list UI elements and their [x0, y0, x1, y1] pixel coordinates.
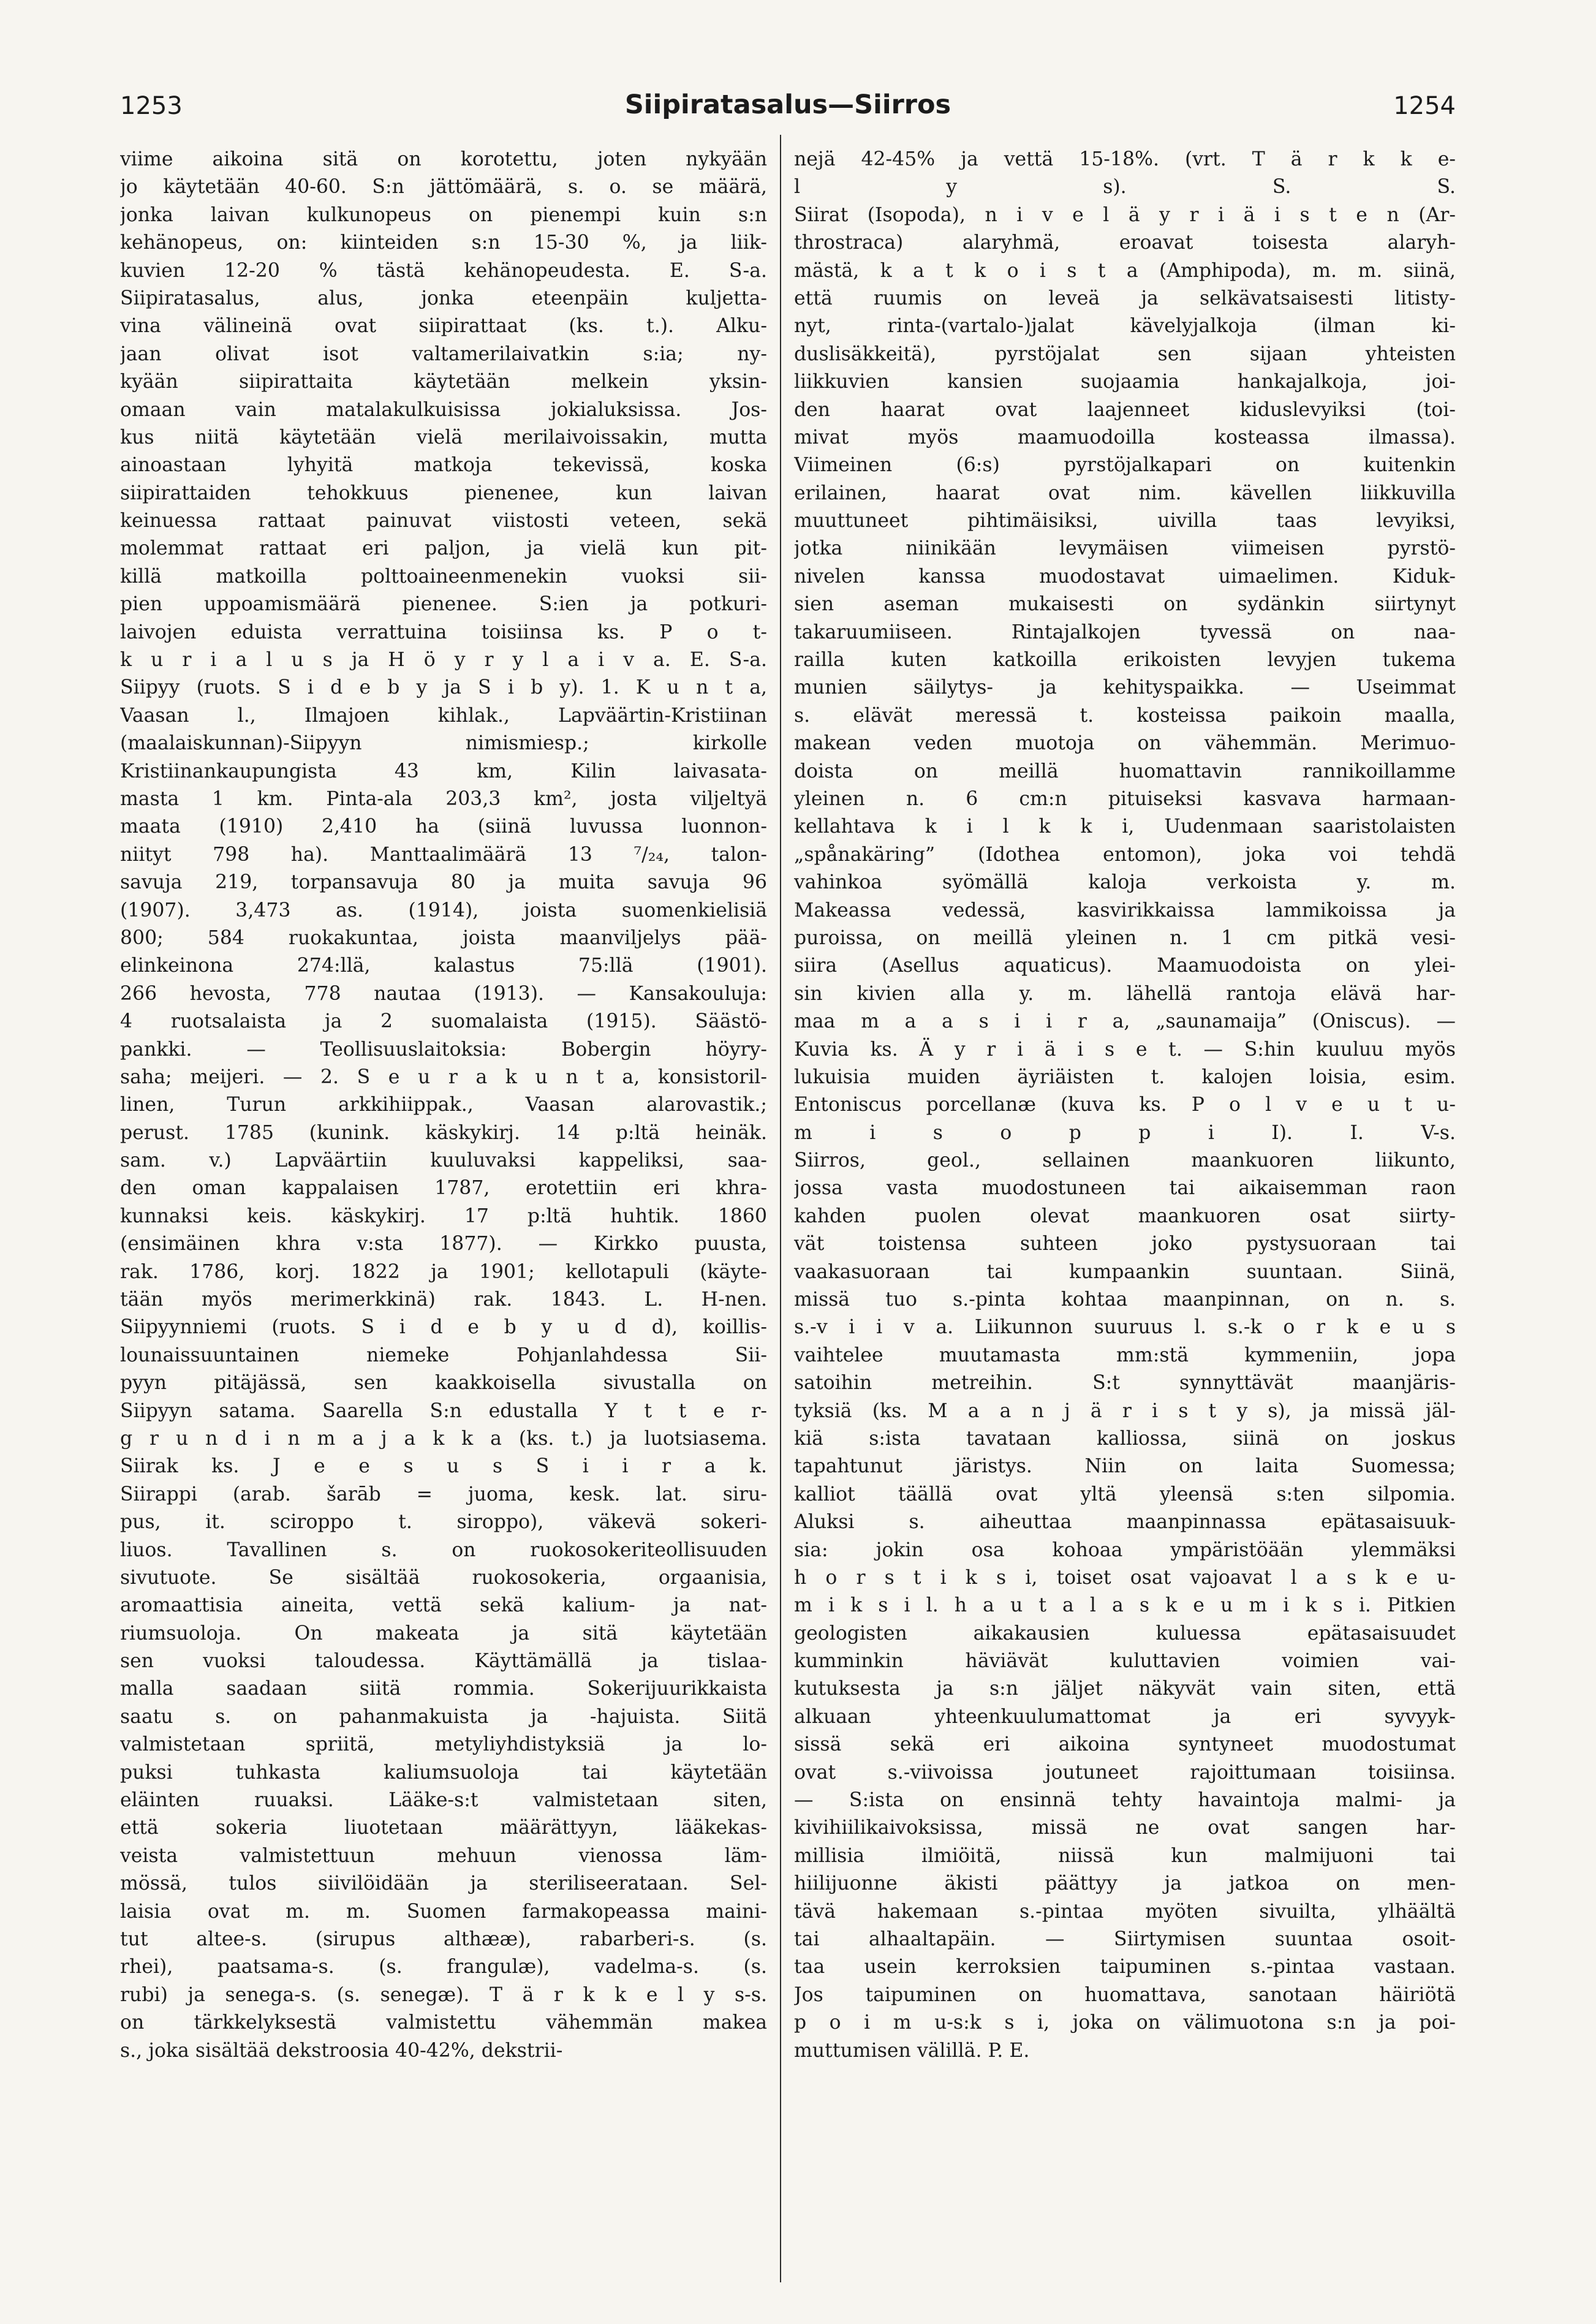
text-line: rak. 1786, korj. 1822 ja 1901; kellotapuli (käyte- [120, 1260, 767, 1283]
right-column [794, 146, 1456, 2278]
text-line: p o i m u-s:k s i, joka on välimuotona s:n ja poi- [794, 2012, 1456, 2034]
text-line: Siirak ks. J e e s u s S i i r a k. [120, 1455, 767, 1478]
text-line: kehänopeus, on: kiinteiden s:n 15-30 %, ja liik- [120, 232, 767, 254]
text-line: tyksiä (ks. M a a n j ä r i s t y s), ja missä jäl- [794, 1399, 1456, 1422]
text-line: saatu s. on pahanmakuista ja -hajuista. Siitä [120, 1705, 767, 1728]
text-line: Vaasan l., Ilmajoen kihlak., Lapväärtin-Kristiinan [120, 704, 767, 727]
text-line: taa usein kerroksien taipuminen s.-pintaa vastaan. [794, 1956, 1456, 1978]
text-line: kutuksesta ja s:n jäljet näkyvät vain siten, että [794, 1678, 1456, 1700]
text-line: ovat s.-viivoissa joutuneet rajoittumaan toisiinsa. [794, 1761, 1456, 1784]
text-line: savuja 219, torpansavuja 80 ja muita savuja 96 [120, 871, 767, 894]
text-line: den haarat ovat laajenneet kiduslevyiksi (toi- [794, 398, 1456, 421]
text-line: mästä, k a t k o i s t a (Amphipoda), m. m. siinä, [794, 259, 1456, 282]
text-line: muuttuneet pihtimäisiksi, uivilla taas levyiksi, [794, 510, 1456, 532]
text-line: vahinkoa syömällä kaloja verkoista y. m. [794, 871, 1456, 894]
text-line: että ruumis on leveä ja selkävatsaisesti litisty- [794, 287, 1456, 309]
text-line: Siirat (Isopoda), n i v e l ä y r i ä i s t e n (Ar- [794, 203, 1456, 226]
text-line: duslisäkkeitä), pyrstöjalat sen sijaan yhteisten [794, 343, 1456, 365]
text-line: erilainen, haarat ovat nim. kävellen liikkuvilla [794, 482, 1456, 504]
text-line: Viimeinen (6:s) pyrstöjalkapari on kuitenkin [794, 454, 1456, 477]
text-line: sen vuoksi taloudessa. Käyttämällä ja tislaa- [120, 1650, 767, 1673]
text-line: Siirappi (arab. šarāb = juoma, kesk. lat. siru- [120, 1483, 767, 1505]
text-line: „spånakäring” (Idothea entomon), joka voi tehdä [794, 843, 1456, 866]
page-number-left: 1253 [120, 92, 183, 120]
text-line: sien aseman mukaisesti on sydänkin siirtynyt [794, 593, 1456, 616]
text-line: sin kivien alla y. m. lähellä rantoja elävä har- [794, 982, 1456, 1005]
text-line: s.-v i i v a. Liikunnon suuruus l. s.-k o r k e u s [794, 1316, 1456, 1339]
text-line: kiä s:ista tavataan kalliossa, siinä on joskus [794, 1427, 1456, 1450]
text-line: molemmat rattaat eri paljon, ja vielä kun pit- [120, 537, 767, 560]
text-line: Siirros, geol., sellainen maankuoren liikunto, [794, 1149, 1456, 1172]
text-line: kus niitä käytetään vielä merilaivoissakin, mutta [120, 426, 767, 449]
text-line: (ensimäinen khra v:sta 1877). — Kirkko puusta, [120, 1233, 767, 1255]
text-line: kellahtava k i l k k i, Uudenmaan saaristolaisten [794, 816, 1456, 838]
text-line: alkuaan yhteenkuulumattomat ja eri syvyyk- [794, 1705, 1456, 1728]
text-line: nejä 42-45% ja vettä 15-18%. (vrt. T ä r k k e- [794, 148, 1456, 170]
text-line: Entoniscus porcellanæ (kuva ks. P o l v e u t u- [794, 1094, 1456, 1116]
text-line: makean veden muotoja on vähemmän. Merimuo- [794, 732, 1456, 755]
text-line: puksi tuhkasta kaliumsuoloja tai käytetään [120, 1761, 767, 1784]
text-line: Makeassa vedessä, kasvirikkaissa lammikoissa ja [794, 899, 1456, 922]
text-line: että sokeria liuotetaan määrättyyn, lääkekas- [120, 1817, 767, 1839]
column-divider [780, 135, 781, 2282]
text-line: kahden puolen olevat maankuoren osat siirty- [794, 1205, 1456, 1227]
text-line: puroissa, on meillä yleinen n. 1 cm pitkä vesi- [794, 926, 1456, 949]
text-line: kyään siipirattaita käytetään melkein yksin- [120, 371, 767, 393]
text-line: tai alhaaltapäin. — Siirtymisen suuntaa osoit- [794, 1928, 1456, 1950]
text-line: lukuisia muiden äyriäisten t. kalojen loisia, esim. [794, 1065, 1456, 1088]
text-line: saha; meijeri. — 2. S e u r a k u n t a, konsistoril- [120, 1065, 767, 1088]
text-line: throstraca) alaryhmä, eroavat toisesta alaryh- [794, 232, 1456, 254]
text-line: malla saadaan siitä rommia. Sokerijuurikkaista [120, 1678, 767, 1700]
text-line: pus, it. sciroppo t. siroppo), väkevä sokeri- [120, 1511, 767, 1534]
text-line: laisia ovat m. m. Suomen farmakopeassa maini- [120, 1900, 767, 1923]
text-line: vaihtelee muutamasta mm:stä kymmeniin, jopa [794, 1344, 1456, 1366]
text-line: Kristiinankaupungista 43 km, Kilin laivasata- [120, 760, 767, 782]
text-line: s. elävät meressä t. kosteissa paikoin maalla, [794, 704, 1456, 727]
text-line: liuos. Tavallinen s. on ruokosokeriteollisuuden [120, 1539, 767, 1561]
text-line: l y s). S. S. [794, 176, 1456, 199]
text-line: keinuessa rattaat painuvat viistosti veteen, sekä [120, 510, 767, 532]
text-line: veista valmistettuun mehuun vienossa läm- [120, 1844, 767, 1867]
text-line: kuvien 12-20 % tästä kehänopeudesta. E. S-a. [120, 259, 767, 282]
text-line: Jos taipuminen on huomattava, sanotaan häiriötä [794, 1983, 1456, 2006]
text-line: linen, Turun arkkihiippak., Vaasan alarovastik.; [120, 1094, 767, 1116]
text-line: siipirattaiden tehokkuus pienenee, kun laivan [120, 482, 767, 504]
text-line: on tärkkelyksestä valmistettu vähemmän makea [120, 2012, 767, 2034]
text-line: valmistetaan spriitä, metyliyhdistyksiä ja lo- [120, 1733, 767, 1756]
text-line: maata (1910) 2,410 ha (siinä luvussa luonnon- [120, 816, 767, 838]
text-line: lounaissuuntainen niemeke Pohjanlahdessa Sii- [120, 1344, 767, 1366]
text-line: masta 1 km. Pinta-ala 203,3 km², josta viljeltyä [120, 787, 767, 810]
text-line: sissä sekä eri aikoina syntyneet muodostumat [794, 1733, 1456, 1756]
text-line: sia: jokin osa kohoaa ympäristöään ylemmäksi [794, 1539, 1456, 1561]
text-line: nyt, rinta-(vartalo-)jalat kävelyjalkoja (ilman ki- [794, 315, 1456, 338]
text-line: mivat myös maamuodoilla kosteassa ilmassa). [794, 426, 1456, 449]
text-line: vaakasuoraan tai kumpaankin suuntaan. Siinä, [794, 1260, 1456, 1283]
text-line: jossa vasta muodostuneen tai aikaisemman raon [794, 1177, 1456, 1200]
text-line: ainoastaan lyhyitä matkoja tekevissä, koska [120, 454, 767, 477]
text-line: (maalaiskunnan)-Siipyyn nimismiesp.; kirkolle [120, 732, 767, 755]
text-line: millisia ilmiöitä, niissä kun malmijuoni tai [794, 1844, 1456, 1867]
text-line: aromaattisia aineita, vettä sekä kalium- ja nat- [120, 1594, 767, 1617]
text-line: satoihin metreihin. S:t synnyttävät maanjäris- [794, 1372, 1456, 1395]
text-line: 800; 584 ruokakuntaa, joista maanviljelys pää- [120, 926, 767, 949]
text-line: Siipyy (ruots. S i d e b y ja S i b y). 1. K u n t a, [120, 676, 767, 699]
text-line: m i s o p p i I). I. V-s. [794, 1121, 1456, 1144]
text-line: k u r i a l u s ja H ö y r y l a i v a. E. S-a. [120, 649, 767, 672]
left-column [120, 146, 767, 2278]
text-line: 4 ruotsalaista ja 2 suomalaista (1915). Säästö- [120, 1010, 767, 1033]
text-line: pien uppoamismäärä pienenee. S:ien ja potkuri- [120, 593, 767, 616]
text-line: railla kuten katkoilla erikoisten levyjen tukema [794, 649, 1456, 672]
text-line: siira (Asellus aquaticus). Maamuodoista on ylei- [794, 955, 1456, 977]
text-line: kivihiilikaivoksissa, missä ne ovat sangen har- [794, 1817, 1456, 1839]
text-line: kalliot täällä ovat yltä yleensä s:ten silpomia. [794, 1483, 1456, 1505]
text-line: rhei), paatsama-s. (s. frangulæ), vadelma-s. (s. [120, 1956, 767, 1978]
text-line: mössä, tulos siivilöidään ja steriliseerataan. Sel- [120, 1872, 767, 1895]
text-line: sivutuote. Se sisältää ruokosokeria, orgaanisia, [120, 1566, 767, 1589]
text-line: g r u n d i n m a j a k k a (ks. t.) ja luotsiasema. [120, 1427, 767, 1450]
text-line: missä tuo s.-pinta kohtaa maanpinnan, on n. s. [794, 1289, 1456, 1311]
text-line: viime aikoina sitä on korotettu, joten nykyään [120, 148, 767, 170]
text-line: riumsuoloja. On makeata ja sitä käytetään [120, 1622, 767, 1645]
text-line: vät toistensa suhteen joko pystysuoraan tai [794, 1233, 1456, 1255]
text-line: laivojen eduista verrattuina toisiinsa ks. P o t- [120, 621, 767, 643]
running-title: Siipiratasalus—Siirros [624, 89, 951, 120]
text-line: takaruumiiseen. Rintajalkojen tyvessä on naa- [794, 621, 1456, 643]
text-line: 266 hevosta, 778 nautaa (1913). — Kansakouluja: [120, 982, 767, 1005]
text-line: munien säilytys- ja kehityspaikka. — Useimmat [794, 676, 1456, 699]
text-line: pankki. — Teollisuuslaitoksia: Bobergin höyry- [120, 1038, 767, 1061]
text-line: Kuvia ks. Ä y r i ä i s e t. — S:hin kuuluu myös [794, 1038, 1456, 1061]
text-line: tut altee-s. (sirupus althææ), rabarberi-s. (s. [120, 1928, 767, 1950]
text-line: maa m a a s i i r a, „saunamaija” (Oniscus). — [794, 1010, 1456, 1033]
page-number-right: 1254 [1393, 92, 1456, 120]
text-line: Siipyynniemi (ruots. S i d e b y u d d), koillis- [120, 1316, 767, 1339]
text-line: elinkeinona 274:llä, kalastus 75:llä (1901). [120, 955, 767, 977]
text-line: vina välineinä ovat siipirattaat (ks. t.). Alku- [120, 315, 767, 338]
text-line: Siipyyn satama. Saarella S:n edustalla Y t t e r- [120, 1399, 767, 1422]
text-line: nivelen kanssa muodostavat uimaelimen. Kiduk- [794, 565, 1456, 588]
text-line: killä matkoilla polttoaineenmenekin vuoksi sii- [120, 565, 767, 588]
text-line: Siipiratasalus, alus, jonka eteenpäin kuljetta- [120, 287, 767, 309]
text-line: Aluksi s. aiheuttaa maanpinnassa epätasaisuuk- [794, 1511, 1456, 1534]
text-line: jaan olivat isot valtamerilaivatkin s:ia; ny- [120, 343, 767, 365]
text-line: kunnaksi keis. käskykirj. 17 p:ltä huhtik. 1860 [120, 1205, 767, 1227]
text-line: niityt 798 ha). Manttaalimäärä 13 ⁷/₂₄, talon- [120, 843, 767, 866]
text-line: h o r s t i k s i, toiset osat vajoavat l a s k e u- [794, 1566, 1456, 1589]
text-line: yleinen n. 6 cm:n pituiseksi kasvava harmaan- [794, 787, 1456, 810]
text-line: (1907). 3,473 as. (1914), joista suomenkielisiä [120, 899, 767, 922]
text-line: rubi) ja senega-s. (s. senegæ). T ä r k k e l y s-s. [120, 1983, 767, 2006]
text-line: tapahtunut järistys. Niin on laita Suomessa; [794, 1455, 1456, 1478]
text-line: den oman kappalaisen 1787, erotettiin eri khra- [120, 1177, 767, 1200]
text-line: geologisten aikakausien kuluessa epätasaisuudet [794, 1622, 1456, 1645]
text-line: sam. v.) Lapväärtiin kuuluvaksi kappeliksi, saa- [120, 1149, 767, 1172]
text-line: pyyn pitäjässä, sen kaakkoisella sivustalla on [120, 1372, 767, 1395]
text-line: jonka laivan kulkunopeus on pienempi kuin s:n [120, 203, 767, 226]
text-line: tävä hakemaan s.-pintaa myöten sivuilta, ylhäältä [794, 1900, 1456, 1923]
text-line: tään myös merimerkkinä) rak. 1843. L. H-nen. [120, 1289, 767, 1311]
text-line: s., joka sisältää dekstroosia 40-42%, dekstrii- [120, 2039, 563, 2062]
text-line: eläinten ruuaksi. Lääke-s:t valmistetaan siten, [120, 1789, 767, 1812]
text-line: omaan vain matalakulkuisissa jokialuksissa. Jos- [120, 398, 767, 421]
text-line: doista on meillä huomattavin rannikoillamme [794, 760, 1456, 782]
text-line: kumminkin häviävät kuluttavien voimien vai- [794, 1650, 1456, 1673]
text-line: jotka niinikään levymäisen viimeisen pyrstö- [794, 537, 1456, 560]
text-line: perust. 1785 (kunink. käskykirj. 14 p:ltä heinäk. [120, 1121, 767, 1144]
text-line: liikkuvien kansien suojaamia hankajalkoja, joi- [794, 371, 1456, 393]
text-line: m i k s i l. h a u t a l a s k e u m i k s i. Pitkien [794, 1594, 1456, 1617]
text-line: hiilijuonne äkisti päättyy ja jatkoa on men- [794, 1872, 1456, 1895]
text-line: muttumisen välillä. P. E. [794, 2039, 1030, 2062]
text-line: — S:ista on ensinnä tehty havaintoja malmi- ja [794, 1789, 1456, 1812]
text-line: jo käytetään 40-60. S:n jättömäärä, s. o. se määrä, [120, 176, 767, 199]
page-header [120, 89, 1456, 129]
